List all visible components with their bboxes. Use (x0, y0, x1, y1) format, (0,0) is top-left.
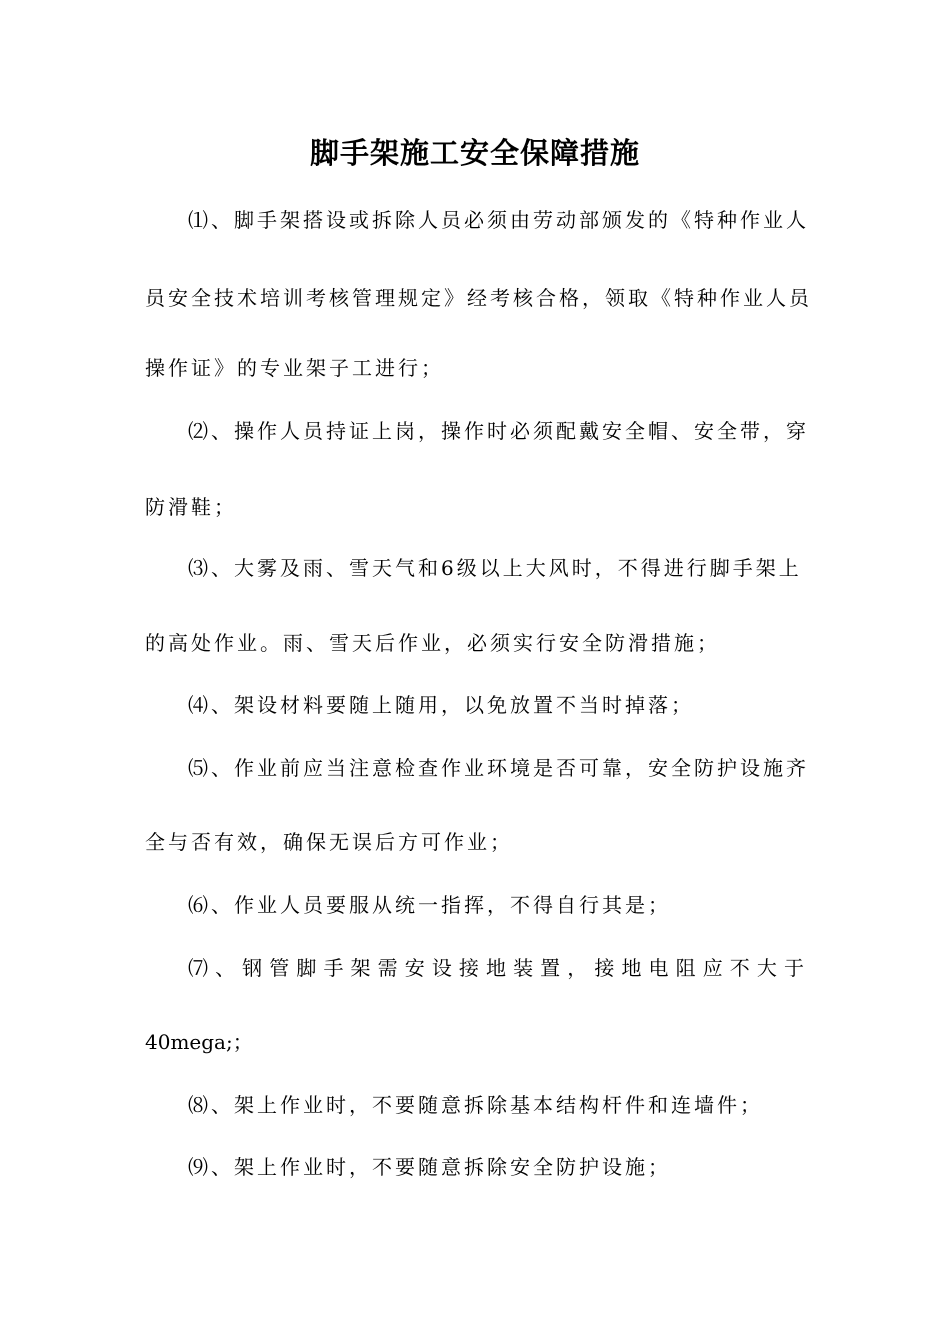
item-7-line-1: ⑺ 、 钢 管 脚 手 架 需 安 设 接 地 装 置 ， 接 地 电 阻 应 不 大 于 (188, 956, 804, 980)
document-title: 脚手架施工安全保障措施 (309, 136, 640, 170)
item-3-line-1: ⑶、大雾及雨、雪天气和6级以上大风时，不得进行脚手架上 (188, 556, 802, 580)
item-4-line-1: ⑷、架设材料要随上随用，以免放置不当时掉落； (188, 693, 694, 717)
item-1-line-3: 操作证》的专业架子工进行； (145, 356, 444, 380)
item-5-line-2: 全与否有效，确保无误后方可作业； (145, 830, 513, 854)
item-6-line-1: ⑹、作业人员要服从统一指挥，不得自行其是； (188, 893, 671, 917)
item-9-line-1: ⑼、架上作业时，不要随意拆除安全防护设施； (188, 1155, 671, 1179)
item-2-line-2: 防滑鞋； (145, 495, 237, 519)
item-3-line-2: 的高处作业。雨、雪天后作业，必须实行安全防滑措施； (145, 631, 720, 655)
item-2-line-1: ⑵、操作人员持证上岗，操作时必须配戴安全帽、安全带，穿 (188, 419, 809, 443)
item-7-line-2: 40mega;； (145, 1030, 253, 1054)
item-8-line-1: ⑻、架上作业时，不要随意拆除基本结构杆件和连墙件； (188, 1093, 763, 1117)
item-1-line-1: ⑴、脚手架搭设或拆除人员必须由劳动部颁发的《特种作业人 (188, 208, 809, 232)
item-5-line-1: ⑸、作业前应当注意检查作业环境是否可靠，安全防护设施齐 (188, 756, 809, 780)
item-1-line-2: 员安全技术培训考核管理规定》经考核合格，领取《特种作业人员 (145, 286, 812, 310)
